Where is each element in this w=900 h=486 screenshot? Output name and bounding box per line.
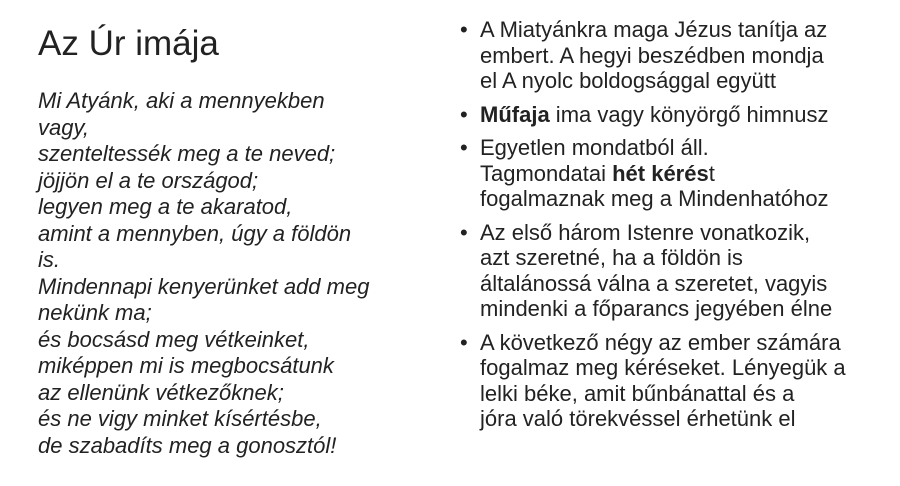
prayer-line: is. xyxy=(38,247,60,272)
slide-title: Az Úr imája xyxy=(38,24,219,63)
bullet-text-line: általánossá válna a szeretet, vagyis xyxy=(480,270,828,296)
prayer-line: és ne vigy minket kísértésbe, xyxy=(38,406,322,431)
bullet-text-line: azt szeretné, ha a földön is xyxy=(480,245,743,270)
prayer-line: Mindennapi kenyerünket add meg xyxy=(38,273,370,299)
prayer-line: szenteltessék meg a te neved; xyxy=(38,141,336,166)
prayer-line: az ellenünk vétkezőknek; xyxy=(38,379,284,405)
bullet-text-line: Egyetlen mondatból áll. xyxy=(480,135,709,160)
bullet-text: ima vagy könyörgő himnusz xyxy=(549,101,829,127)
bullet-text: t xyxy=(708,160,715,186)
bullet-item xyxy=(458,135,878,212)
bullet-text-line: fogalmaz meg kéréseket. Lényegük a xyxy=(480,355,846,380)
prayer-line: és bocsásd meg vétkeinket, xyxy=(38,326,310,352)
bullet-marker: • xyxy=(460,135,468,160)
prayer-line: legyen meg a te akaratod, xyxy=(38,194,293,219)
bullet-text-line xyxy=(480,102,878,128)
bold-term: hét kérés xyxy=(612,160,709,186)
bullet-marker: • xyxy=(460,101,468,127)
bullet-marker: • xyxy=(460,219,468,245)
bullet-text-line: mindenki a főparancs jegyében élne xyxy=(480,296,833,321)
bullet-text-line xyxy=(480,161,878,187)
prayer-line: amint a mennyben, úgy a földön xyxy=(38,220,352,246)
bullet-text-line: jóra való törekvéssel érhetünk el xyxy=(480,406,796,431)
prayer-line: miképpen mi is megbocsátunk xyxy=(38,353,334,378)
bullet-text: Tagmondatai xyxy=(480,160,613,186)
prayer-line: de szabadíts meg a gonosztól! xyxy=(38,432,337,458)
prayer-line: Mi Atyánk, aki a mennyekben xyxy=(38,88,325,113)
bullet-text-line: A következő négy az ember számára xyxy=(480,329,841,355)
bold-term: Műfaja xyxy=(480,101,550,127)
bullet-marker: • xyxy=(460,17,468,42)
prayer-line: nekünk ma; xyxy=(38,300,152,325)
bullet-text-line: embert. A hegyi beszédben mondja xyxy=(480,42,824,68)
bullet-item xyxy=(458,330,878,432)
bullet-text-line: A Miatyánkra maga Jézus tanítja az xyxy=(480,17,828,42)
prayer-line: vagy, xyxy=(38,114,89,140)
prayer-line: jöjjön el a te országod; xyxy=(38,167,259,193)
bullet-text-line: lelki béke, amit bűnbánattal és a xyxy=(480,380,795,406)
bullet-item xyxy=(458,102,878,128)
prayer-text xyxy=(38,88,428,459)
bullet-text-line: fogalmaznak meg a Mindenhatóhoz xyxy=(480,186,829,211)
bullet-item xyxy=(458,17,878,94)
bullet-text-line: Az első három Istenre vonatkozik, xyxy=(480,219,811,245)
bullet-text-line: el A nyolc boldogsággal együtt xyxy=(480,68,777,93)
bullet-item xyxy=(458,220,878,322)
bullet-list xyxy=(458,17,878,440)
bullet-marker: • xyxy=(460,329,468,355)
